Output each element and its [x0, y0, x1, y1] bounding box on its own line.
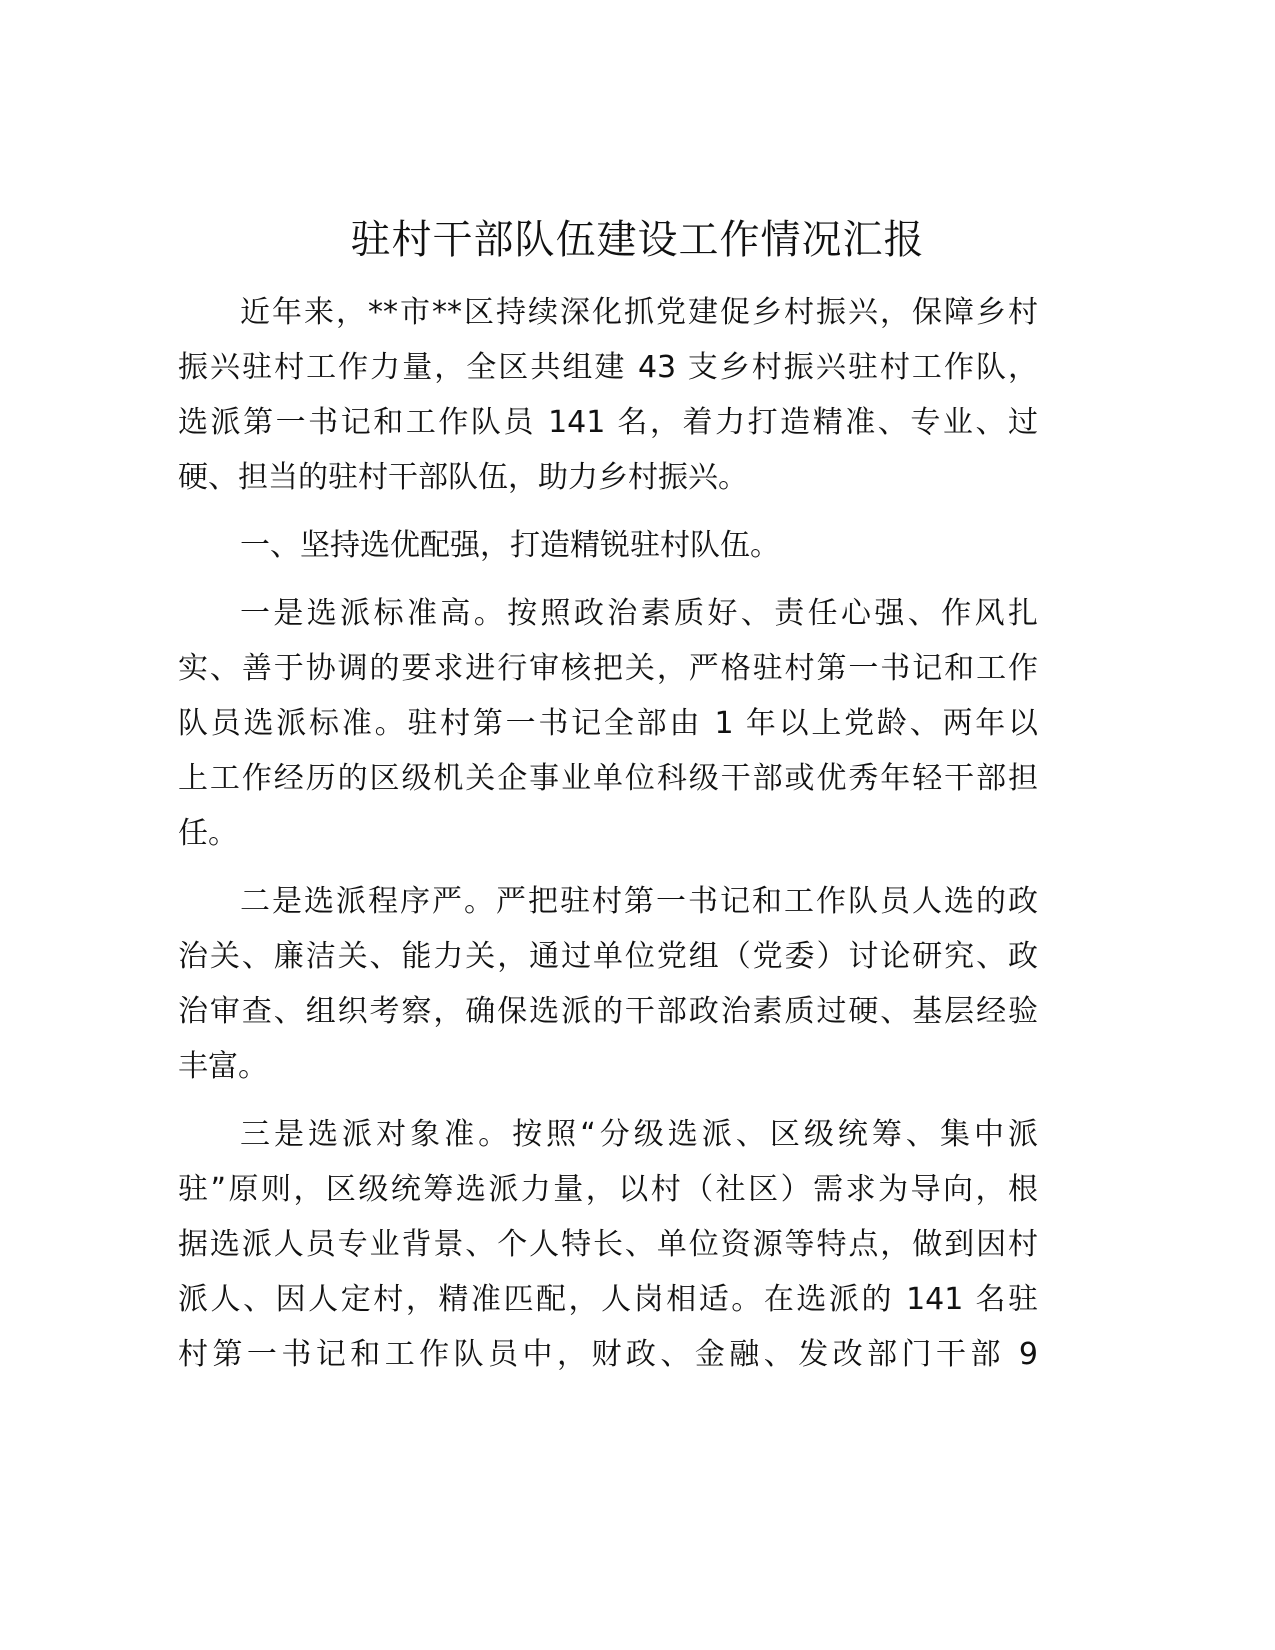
paragraph-line: 队员选派标准。驻村第一书记全部由 1 年以上党龄、两年以: [178, 706, 1038, 741]
paragraph-line: 二是选派程序严。严把驻村第一书记和工作队员人选的政: [240, 884, 1038, 919]
paragraph: [178, 586, 1038, 861]
paragraph-line: 三是选派对象准。按照“分级选派、区级统筹、集中派: [240, 1117, 1038, 1152]
paragraph-line: 驻”原则，区级统筹选派力量，以村（社区）需求为导向，根: [178, 1172, 1038, 1207]
paragraph-line: 村第一书记和工作队员中，财政、金融、发改部门干部 9: [178, 1337, 1038, 1372]
paragraph-line: 据选派人员专业背景、个人特长、单位资源等特点，做到因村: [178, 1227, 1038, 1262]
paragraph-line: 选派第一书记和工作队员 141 名，着力打造精准、专业、过: [178, 405, 1038, 440]
paragraph-line: 派人、因人定村，精准匹配，人岗相适。在选派的 141 名驻: [178, 1282, 1038, 1317]
paragraph-line: 治关、廉洁关、能力关，通过单位党组（党委）讨论研究、政: [178, 939, 1038, 974]
paragraph: [178, 874, 1038, 1094]
paragraph-line: 治审查、组织考察，确保选派的干部政治素质过硬、基层经验: [178, 994, 1038, 1029]
paragraph: [178, 1107, 1038, 1382]
document-body: [178, 285, 1038, 1395]
document-title: 驻村干部队伍建设工作情况汇报: [350, 217, 925, 263]
paragraph: [178, 518, 1038, 573]
paragraph-line: 振兴驻村工作力量，全区共组建 43 支乡村振兴驻村工作队，: [178, 350, 1038, 385]
paragraph-line: 一、坚持选优配强，打造精锐驻村队伍。: [240, 528, 780, 563]
paragraph-line: 上工作经历的区级机关企事业单位科级干部或优秀年轻干部担: [178, 761, 1038, 796]
paragraph-line: 一是选派标准高。按照政治素质好、责任心强、作风扎: [240, 596, 1038, 631]
paragraph-line: 硬、担当的驻村干部队伍，助力乡村振兴。: [178, 460, 748, 495]
paragraph-line: 任。: [178, 816, 238, 851]
paragraph-line: 近年来，**市**区持续深化抓党建促乡村振兴，保障乡村: [240, 295, 1038, 330]
paragraph-line: 实、善于协调的要求进行审核把关，严格驻村第一书记和工作: [178, 651, 1038, 686]
paragraph-line: 丰富。: [178, 1049, 268, 1084]
paragraph: [178, 285, 1038, 505]
